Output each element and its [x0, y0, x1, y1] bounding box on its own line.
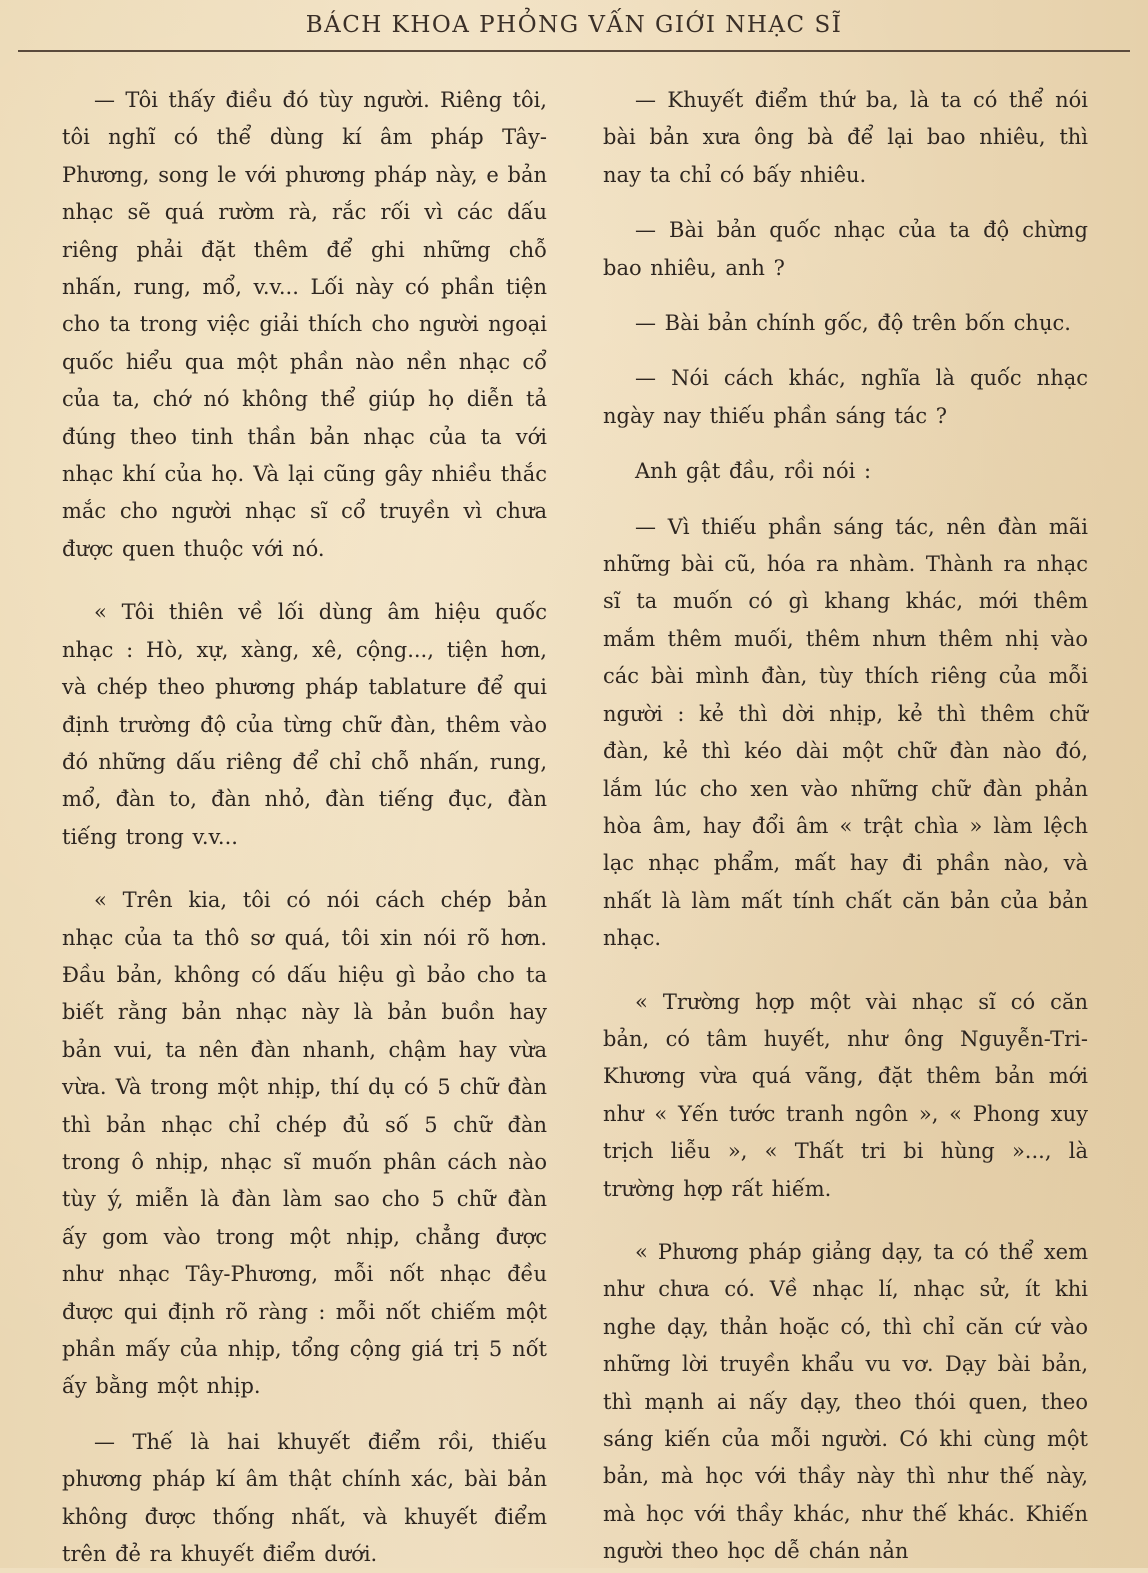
paragraph: — Vì thiếu phần sáng tác, nên đàn mãi những bài cũ, hóa ra nhàm. Thành ra nhạc sĩ ta muốn có gì khang khác, mới thêm mắm thêm muối, thêm nhưn thêm nhị vào các bài mình đàn, tùy thích riêng của mỗi người : kẻ thì dời nhịp, kẻ thì thêm chữ đàn, kẻ thì kéo dài một chữ đàn nào đó, lắm lúc cho xen vào những chữ đàn phản hòa âm, hay đổi âm « trật chìa » làm lệch lạc nhạc phẩm, mất hay đi phần nào, và nhất là làm mất tính chất căn bản của bản nhạc.	[603, 514, 1088, 951]
paragraph: « Trên kia, tôi có nói cách chép bản nhạc của ta thô sơ quá, tôi xin nói rõ hơn. Đầu bản, không có dấu hiệu gì bảo cho ta biết rằng bản nhạc này là bản buồn hay bản vui, ta nên đàn nhanh, chậm hay vừa vừa. Và trong một nhịp, thí dụ có 5 chữ đàn thì bản nhạc chỉ chép đủ số 5 chữ đàn trong ô nhịp, nhạc sĩ muốn phân cách nào tùy ý, miễn là đàn làm sao cho 5 chữ đàn ấy gom vào trong một nhịp, chẳng được như nhạc Tây-Phương, mỗi nốt nhạc đều được qui định rõ ràng : mỗi nốt chiếm một phần mấy của nhịp, tổng cộng giá trị 5 nốt ấy bằng một nhịp.	[62, 888, 547, 1399]
paragraph: — Nói cách khác, nghĩa là quốc nhạc ngày nay thiếu phần sáng tác ?	[603, 366, 1088, 428]
paragraph: — Bài bản quốc nhạc của ta độ chừng bao nhiêu, anh ?	[603, 218, 1088, 280]
paragraph: « Trường hợp một vài nhạc sĩ có căn bản, có tâm huyết, như ông Nguyễn-Tri-Khương vừa quá vãng, đặt thêm bản mới như « Yến tước tranh ngôn », « Phong xuy trịch liễu », « Thất tri bi hùng »..., là trường hợp rất hiếm.	[603, 989, 1088, 1201]
paragraph: — Bài bản chính gốc, độ trên bốn chục.	[635, 311, 1071, 336]
paragraph: « Phương pháp giảng dạy, ta có thể xem như chưa có. Về nhạc lí, nhạc sử, ít khi nghe dạy, thản hoặc có, thì chỉ căn cứ vào những lời truyền khẩu vu vơ. Dạy bài bản, thì mạnh ai nấy dạy, theo thói quen, theo sáng kiến của mỗi người. Có khi cùng một bản, mà học với thầy này thì như thế này, mà học với thầy khác, như thế khác. Khiến người theo học dễ chán nản	[603, 1239, 1088, 1564]
paragraph: — Khuyết điểm thứ ba, là ta có thể nói bài bản xưa ông bà để lại bao nhiêu, thì nay ta chỉ có bấy nhiêu.	[603, 88, 1088, 187]
header-rule	[18, 50, 1130, 52]
paragraph: — Tôi thấy điều đó tùy người. Riêng tôi, tôi nghĩ có thể dùng kí âm pháp Tây-Phương, song le với phương pháp này, e bản nhạc sẽ quá rườm rà, rắc rối vì các dấu riêng phải đặt thêm để ghi những chỗ nhấn, rung, mổ, v.v... Lối này có phần tiện cho ta trong việc giải thích cho người ngoại quốc hiểu qua một phần nào nền nhạc cổ của ta, chớ nó không thể giúp họ diễn tả đúng theo tinh thần bản nhạc của ta với nhạc khí của họ. Và lại cũng gây nhiều thắc mắc cho người nhạc sĩ cổ truyền vì chưa được quen thuộc với nó.	[62, 88, 547, 561]
paragraph: — Thế là hai khuyết điểm rồi, thiếu phương pháp kí âm thật chính xác, bài bản không được thống nhất, và khuyết điểm trên đẻ ra khuyết điểm dưới.	[62, 1429, 547, 1567]
running-head: BÁCH KHOA PHỎNG VẤN GIỚI NHẠC SĨ	[305, 12, 843, 38]
right-column	[603, 82, 1088, 1571]
left-column	[62, 82, 547, 1573]
paragraph: Anh gật đầu, rồi nói :	[635, 459, 872, 484]
paragraph: « Tôi thiên về lối dùng âm hiệu quốc nhạc : Hò, xự, xàng, xê, cộng..., tiện hơn, và chép theo phương pháp tablature để qui định trường độ của từng chữ đàn, thêm vào đó những dấu riêng để chỉ chỗ nhấn, rung, mổ, đàn to, đàn nhỏ, đàn tiếng đục, đàn tiếng trong v.v...	[62, 600, 547, 849]
